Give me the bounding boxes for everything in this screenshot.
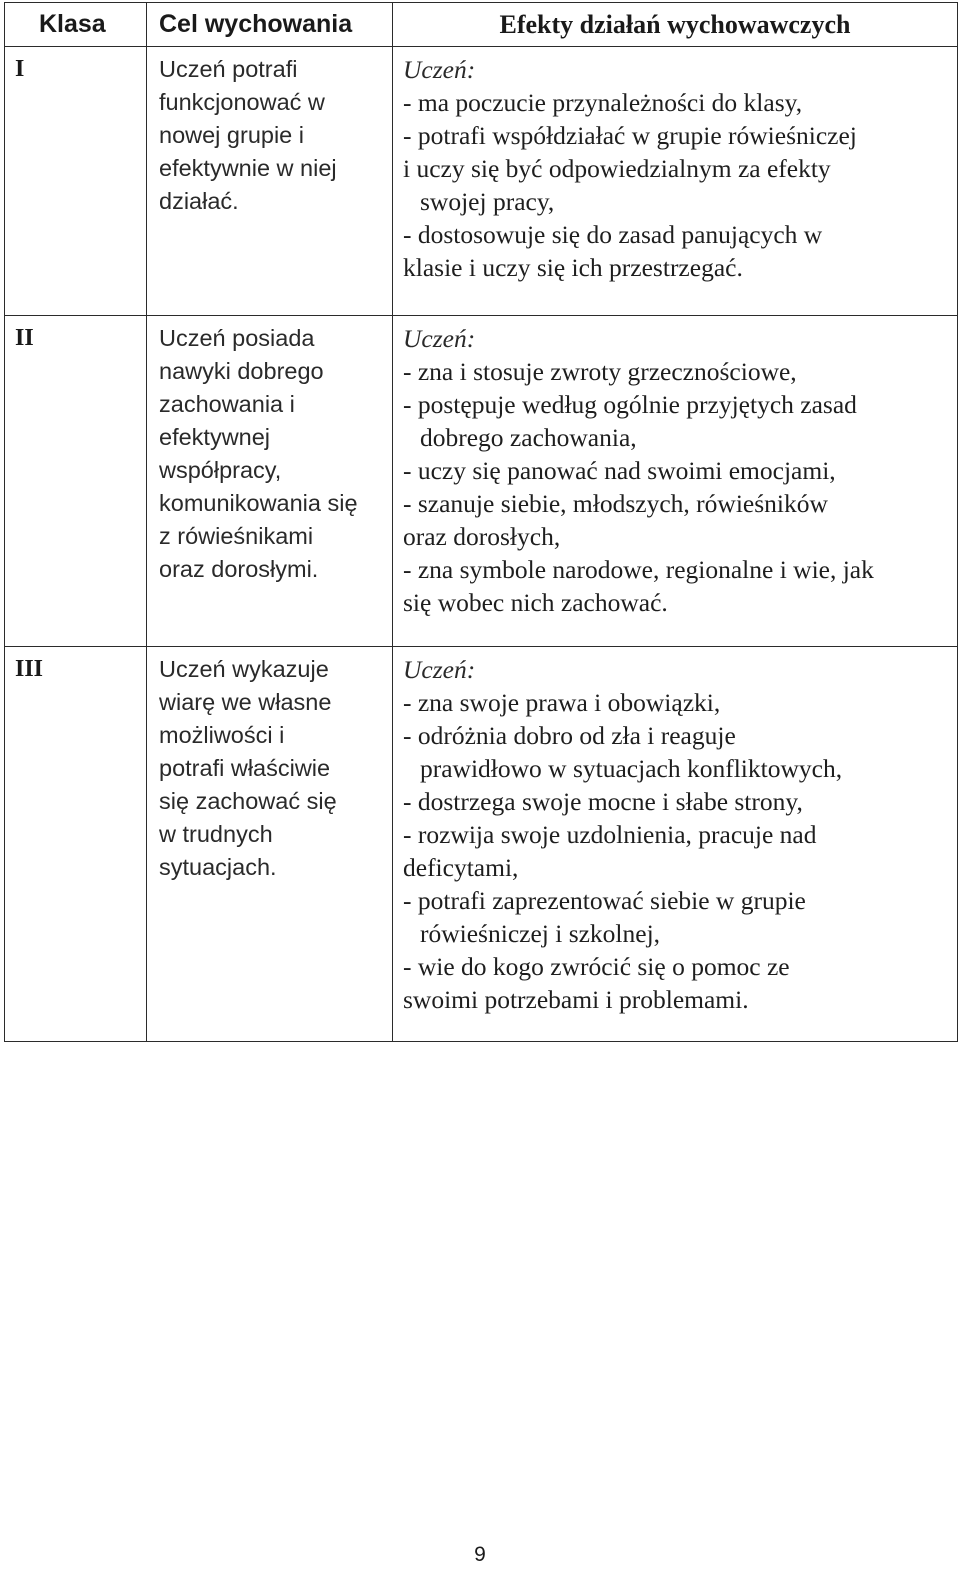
goal-cell <box>147 647 393 1042</box>
effect-line: deficytami, <box>403 853 519 882</box>
effect-line: dobrego zachowania, <box>420 423 637 452</box>
effect-line: klasie i uczy się ich przestrzegać. <box>403 253 743 282</box>
goal-line: zachowania i <box>159 391 295 417</box>
student-intro: Uczeń: <box>403 55 476 84</box>
goal-line: funkcjonować w <box>159 89 325 115</box>
class-label: I <box>5 47 147 316</box>
header-efekty-dzialan: Efekty działań wychowawczych <box>393 3 958 47</box>
goal-line: działać. <box>159 188 239 214</box>
effect-line: - uczy się panować nad swoimi emocjami, <box>403 456 836 485</box>
header-klasa: Klasa <box>5 3 147 47</box>
goal-line: oraz dorosłymi. <box>159 556 319 582</box>
effect-line: oraz dorosłych, <box>403 522 561 551</box>
goal-line: Uczeń potrafi <box>159 56 298 82</box>
header-cel-wychowania: Cel wychowania <box>147 3 393 47</box>
effect-line: - wie do kogo zwrócić się o pomoc ze <box>403 952 790 981</box>
goal-line: sytuacjach. <box>159 854 277 880</box>
goal-cell <box>147 316 393 647</box>
education-goals-table <box>4 2 958 1042</box>
effect-line: i uczy się być odpowiedzialnym za efekty <box>403 154 831 183</box>
table-row <box>5 316 958 647</box>
effect-line: - potrafi zaprezentować siebie w grupie <box>403 886 806 915</box>
effect-line: - potrafi współdziałać w grupie rówieśniczej <box>403 121 857 150</box>
effect-line: się wobec nich zachować. <box>403 588 668 617</box>
student-intro: Uczeń: <box>403 324 476 353</box>
goal-line: nowej grupie i <box>159 122 305 148</box>
goal-line: efektywnie w niej <box>159 155 337 181</box>
goal-line: wiarę we własne <box>159 689 332 715</box>
effect-line: - zna symbole narodowe, regionalne i wie, jak <box>403 555 874 584</box>
effect-line: - zna swoje prawa i obowiązki, <box>403 688 721 717</box>
effects-cell <box>393 47 958 316</box>
effect-line: prawidłowo w sytuacjach konfliktowych, <box>420 754 843 783</box>
effects-cell <box>393 647 958 1042</box>
effect-line: swojej pracy, <box>420 187 555 216</box>
effect-line: - zna i stosuje zwroty grzecznościowe, <box>403 357 797 386</box>
effect-line: - dostrzega swoje mocne i słabe strony, <box>403 787 803 816</box>
goal-line: efektywnej <box>159 424 271 450</box>
goal-line: w trudnych <box>159 821 273 847</box>
class-label: II <box>5 316 147 647</box>
goal-line: współpracy, <box>159 457 282 483</box>
table-row <box>5 647 958 1042</box>
goal-line: Uczeń wykazuje <box>159 656 329 682</box>
effects-cell <box>393 316 958 647</box>
goal-line: komunikowania się <box>159 490 358 516</box>
effect-line: rówieśniczej i szkolnej, <box>420 919 661 948</box>
page-number: 9 <box>474 1543 486 1566</box>
effect-line: - rozwija swoje uzdolnienia, pracuje nad <box>403 820 817 849</box>
class-label: III <box>5 647 147 1042</box>
effect-line: - postępuje według ogólnie przyjętych zasad <box>403 390 857 419</box>
goal-line: możliwości i <box>159 722 285 748</box>
goal-line: nawyki dobrego <box>159 358 324 384</box>
goal-line: Uczeń posiada <box>159 325 315 351</box>
effect-line: - dostosowuje się do zasad panujących w <box>403 220 823 249</box>
table-row <box>5 47 958 316</box>
effect-line: - ma poczucie przynależności do klasy, <box>403 88 803 117</box>
goal-line: z rówieśnikami <box>159 523 314 549</box>
student-intro: Uczeń: <box>403 655 476 684</box>
effect-line: - szanuje siebie, młodszych, rówieśników <box>403 489 828 518</box>
goal-line: potrafi właściwie <box>159 755 331 781</box>
effect-line: - odróżnia dobro od zła i reaguje <box>403 721 736 750</box>
table-header-row <box>5 3 958 47</box>
goal-cell <box>147 47 393 316</box>
goal-line: się zachować się <box>159 788 337 814</box>
effect-line: swoimi potrzebami i problemami. <box>403 985 749 1014</box>
